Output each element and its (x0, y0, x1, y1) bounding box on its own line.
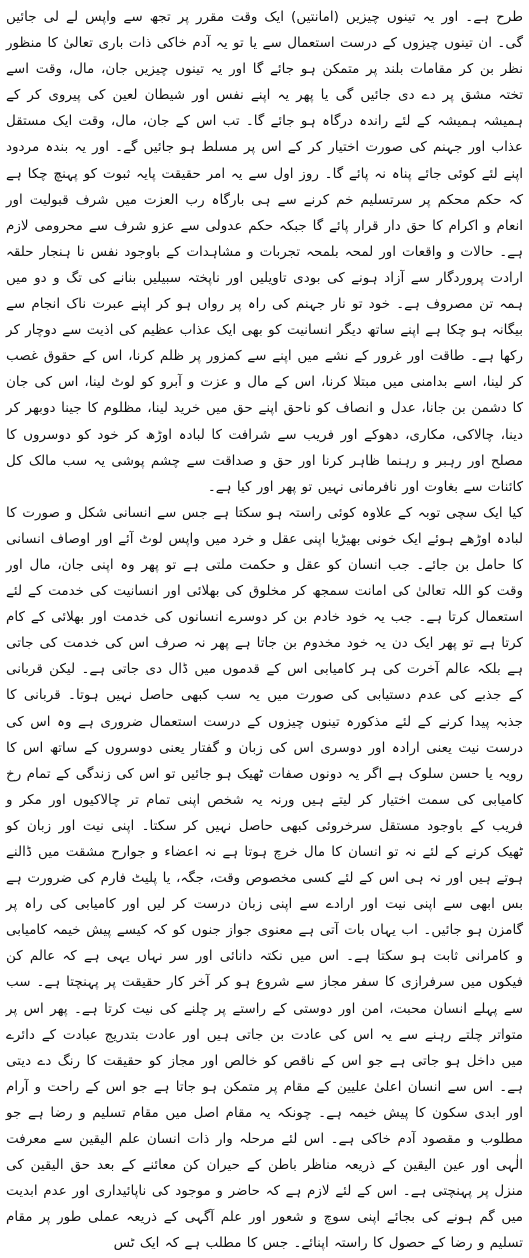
paragraph-2: کیا ایک سچی توبہ کے علاوہ کوئی راستہ ہو سکتا ہے جس سے انسانی شکل و صورت کا لبادہ اوڑھے ہوئے ایک خونی بھیڑیا اپنی عقل و خرد میں واپس لوٹ آئے اور اوصاف انسانی کا حامل بن جائے۔ جب انسان کو عقل و حکمت ملتی ہے تو پھر وہ اپنی جان، مال اور وقت کو اللہ تعالیٰ کی امانت سمجھ کر مخلوق کی بھلائی اور انسانیت کی خدمت کے لئے استعمال کرتا ہے۔ جب یہ خود خادم بن کر دوسرے انسانوں کی خدمت اور بھلائی کے کام کرتا ہے تو پھر ایک دن یہ خود مخدوم بن جاتا ہے پھر نہ صرف اس کی خدمت کی جاتی ہے بلکہ عالم آخرت کی ہر کامیابی اس کے قدموں میں ڈال دی جاتی ہے۔ لیکن قربانی کے جذبے کی عدم دستیابی کی صورت میں یہ سب کبھی حاصل نہیں ہوتا۔ قربانی کا جذبہ پیدا کرنے کے لئے مذکورہ تینوں چیزوں کے درست استعمال ضروری ہے وہ اس کی درست نیت یعنی ارادہ اور دوسری اس کی زبان و گفتار یعنی دوسروں کے ساتھ اس کا رویہ یا حسن سلوک ہے اگر یہ دونوں صفات ٹھیک ہو جائیں تو اس کی زندگی کے تمام رخ کامیابی کی سمت اختیار کر لیتے ہیں ورنہ یہ شخص اپنی تمام تر چالاکیوں اور مکر و فریب کے باوجود مستقل سرخروئی کبھی حاصل نہیں کر سکتا۔ اپنی نیت اور زبان کو ٹھیک کرنے کے لئے نہ تو انسان کا مال خرچ ہوتا ہے نہ اعضاء و جوارح مشقت میں ڈالنے ہوتے ہیں اور نہ ہی اس کے لئے کسی مخصوص وقت، جگہ، یا پلیٹ فارم کی ضرورت ہے بس ابھی سے اپنی نیت اور ارادے سے اپنی زبان درست کر لیں اور کامیابی کی راہ پر گامزن ہو جائیں۔ اب یہاں بات آتی ہے معنوی جواز جنوں کو کہ کیسے پیش خیمہ کامیابی و کامرانی ثابت ہو سکتا ہے۔ اس میں نکتہ دانائی اور سر نہاں یہی ہے کہ عالم کن فیکوں میں سرفرازی کا سفر مجاز سے شروع ہو کر آخر کار حقیقت پر پہنچتا ہے۔ سب سے پہلے انسان محبت، امن اور دوستی کے راستے پر چلنے کی نیت کرتا ہے۔ پھر اس پر متواتر چلتے رہنے سے یہ اس کی عادت بن جاتی ہیں اور عادت بتدریج عبادت کے دائرے میں داخل ہو جاتی ہے جو اس کے ناقص کو خالص اور مجاز کو حقیقت کا رنگ دے دیتی ہے۔ اس سے انسان اعلیٰ علیین کے مقام پر متمکن ہو جاتا ہے جو اس کے راحت و آرام اور ابدی سکون کا پیش خیمہ ہے۔ چونکہ یہ مقام اصل میں مقام تسلیم و رضا ہے جو مطلوب و مقصود آدم خاکی ہے۔ اس لئے مرحلہ وار ذات انسان علم الیقین سے معرفت الٰہی اور عین الیقین کے ذریعہ مناظر باطن کے حیران کن معائنے کے بعد حق الیقین کی منزل پر پہنچتی ہے۔ اس کے لئے لازم ہے کہ حاضر و موجود کی ناپائیداری اور عدم ابدیت میں گم ہونے کی بجائے اپنی سوچ و شعور اور علم آگہی کے ذریعہ عملی طور پر مقام تسلیم و رضا کے حصول کا راستہ اپنائے۔ جس کا مطلب ہے کہ ایک ٹس (6, 504, 523, 1252)
paragraph-1: طرح ہے۔ اور یہ تینوں چیزیں (امانتیں) ایک وقت مقرر پر تجھ سے واپس لے لی جائیں گی۔ ان تینوں چیزوں کے درست استعمال سے یا تو یہ آدم خاکی ذات باری تعالیٰ کا منظور نظر بن کر مقامات بلند پر متمکن ہو جائے گا اور یہ تینوں چیزیں جان، مال، وقت اسے تختہ مشق پر دے دی جائیں گی یا پھر یہ اپنے نفس اور شیطان لعین کی پیروی کر کے ہمیشہ ہمیشہ کے لئے راندہ درگاہ ہو جائے گا۔ تب اس کے جان، مال، وقت ایک مستقل عذاب اور جہنم کی صورت اختیار کر کے اس پر مسلط ہو جائیں گے۔ اور یہ بندہ مردود اپنے لئے کوئی جائے پناہ نہ پائے گا۔ روز اول سے یہ امر حقیقت پایہ ثبوت کو پہنچ چکا ہے کہ حکم محکم پر سرتسلیم خم کرنے سے ہی بارگاہ رب العزت میں شرف قبولیت اور انعام و اکرام کا حق دار قرار پائے گا جبکہ حکم عدولی سے عزو شرف سے محرومی لازم ہے۔ حالات و واقعات اور لمحہ بلمحہ تجربات و مشاہدات کے باوجود نفس نا ہنجار حلقہ ارادت پروردگار سے آزاد ہونے کی بودی تاویلیں اور ناپختہ سبیلیں بنانے کی تگ و دو میں ہمہ تن مصروف ہے۔ خود تو نار جہنم کی راہ پر رواں ہو کر اپنے عبرت ناک انجام سے بیگانہ ہو چکا ہے اپنے ساتھ دیگر انسانیت کو بھی ایک عذاب عظیم کی اذیت سے دوچار کر رکھا ہے۔ طاقت اور غرور کے نشے میں اپنے سے کمزور پر ظلم کرنا، اس کے حقوق غصب کر لینا، اسے بدامنی میں مبتلا کرنا، اس کے مال و عزت و آبرو کو لوٹ لینا، اس کی جان کا دشمن بن جانا، عدل و انصاف کو ناحق اپنے حق میں خرید لینا، مظلوم کا جینا دوبھر کر دینا، چالاکی، مکاری، دھوکے اور فریب سے شرافت کا لبادہ اوڑھ کر خود کو دوسروں کا مصلح اور رہبر و رہنما ظاہر کرنا اور حق و صداقت سے چشم پوشی یہ سب مالک کل کائنات سے بغاوت اور نافرمانی نہیں تو پھر اور کیا ہے۔ (6, 9, 523, 495)
